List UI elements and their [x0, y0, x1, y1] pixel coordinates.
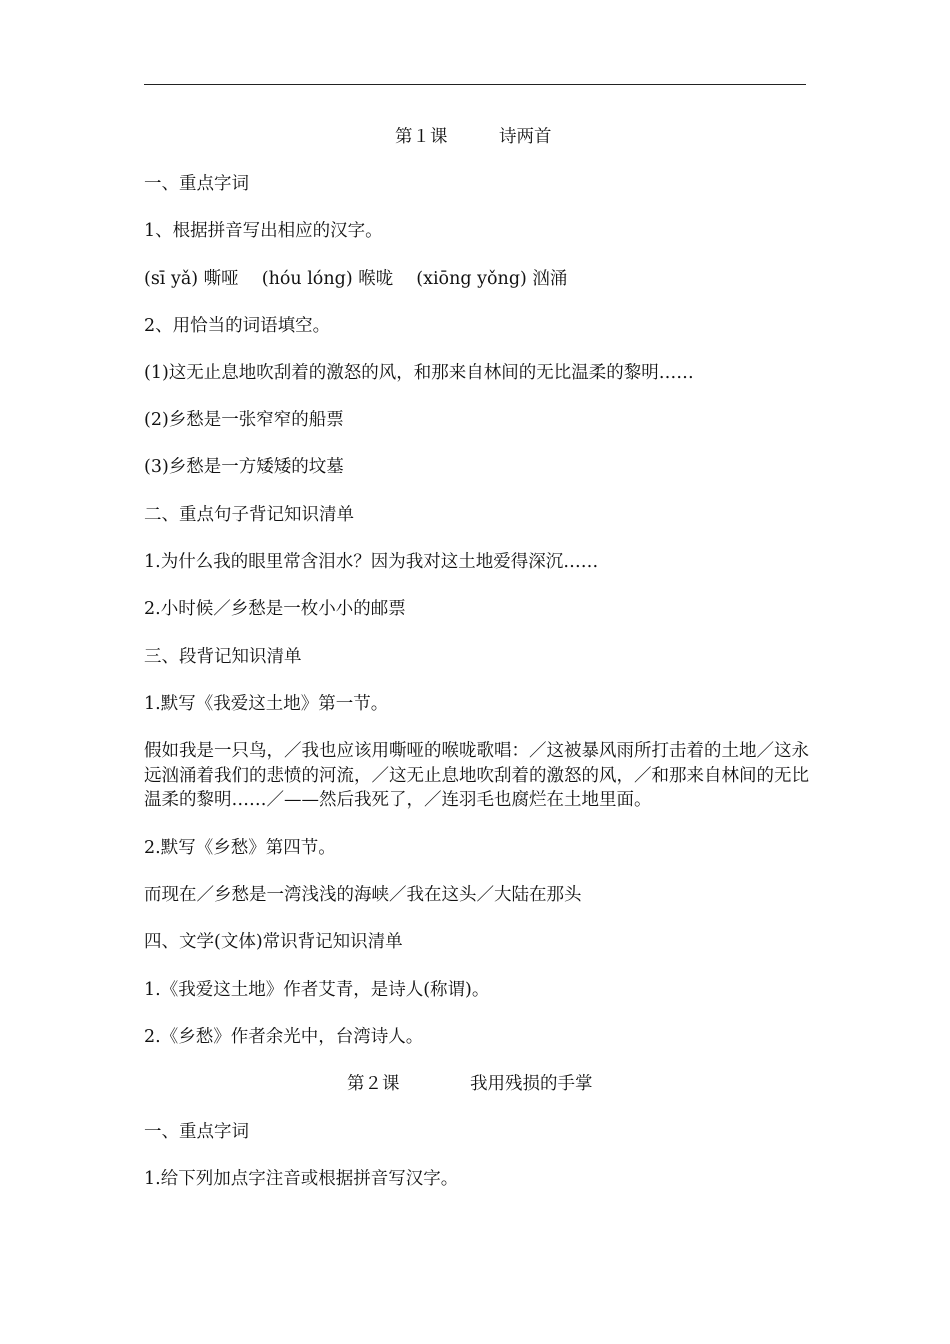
- section-heading: 一、重点字词: [144, 1122, 249, 1142]
- section-heading: 四、文学(文体)常识背记知识清单: [144, 932, 403, 952]
- section-heading: 一、重点字词: [144, 174, 249, 194]
- fill-item: (2)乡愁是一张窄窄的船票: [144, 410, 344, 430]
- question-text: 1、根据拼音写出相应的汉字。: [144, 221, 383, 241]
- list-item: 1.为什么我的眼里常含泪水？因为我对这土地爱得深沉……: [144, 552, 599, 572]
- section-heading: 三、段背记知识清单: [144, 647, 302, 667]
- pinyin-line: (sī yǎ) 嘶哑 (hóu lóng) 喉咙 (xiōng yǒng) 汹涌: [144, 269, 568, 289]
- lesson2-number: 第２课: [347, 1074, 400, 1094]
- list-item: 2.默写《乡愁》第四节。: [144, 838, 336, 858]
- poem-passage: 而现在／乡愁是一湾浅浅的海峡／我在这头／大陆在那头: [144, 885, 582, 905]
- lesson1-number: 第１课: [395, 127, 448, 147]
- poem-passage: 假如我是一只鸟，／我也应该用嘶哑的喉咙歌唱：／这被暴风雨所打击着的土地／这永远汹涌着我们的悲愤的河流，／这无止息地吹刮着的激怒的风，／和那来自林间的无比温柔的黎明……／——然后我死了，／连羽毛也腐烂在土地里面。: [144, 741, 809, 810]
- section-heading: 二、重点句子背记知识清单: [144, 505, 354, 525]
- list-item: 1.默写《我爱这土地》第一节。: [144, 694, 389, 714]
- header-rule: [144, 84, 806, 85]
- lesson1-title: 诗两首: [499, 127, 552, 147]
- list-item: 2.小时候／乡愁是一枚小小的邮票: [144, 599, 406, 619]
- question-text: 1.给下列加点字注音或根据拼音写汉字。: [144, 1169, 459, 1189]
- question-text: 2、用恰当的词语填空。: [144, 316, 331, 336]
- lesson2-title: 我用残损的手掌: [470, 1074, 593, 1094]
- fill-item: (3)乡愁是一方矮矮的坟墓: [144, 457, 344, 477]
- fill-item: (1)这无止息地吹刮着的激怒的风，和那来自林间的无比温柔的黎明……: [144, 363, 694, 383]
- list-item: 1.《我爱这土地》作者艾青，是诗人(称谓)。: [144, 980, 490, 1000]
- list-item: 2.《乡愁》作者余光中，台湾诗人。: [144, 1027, 424, 1047]
